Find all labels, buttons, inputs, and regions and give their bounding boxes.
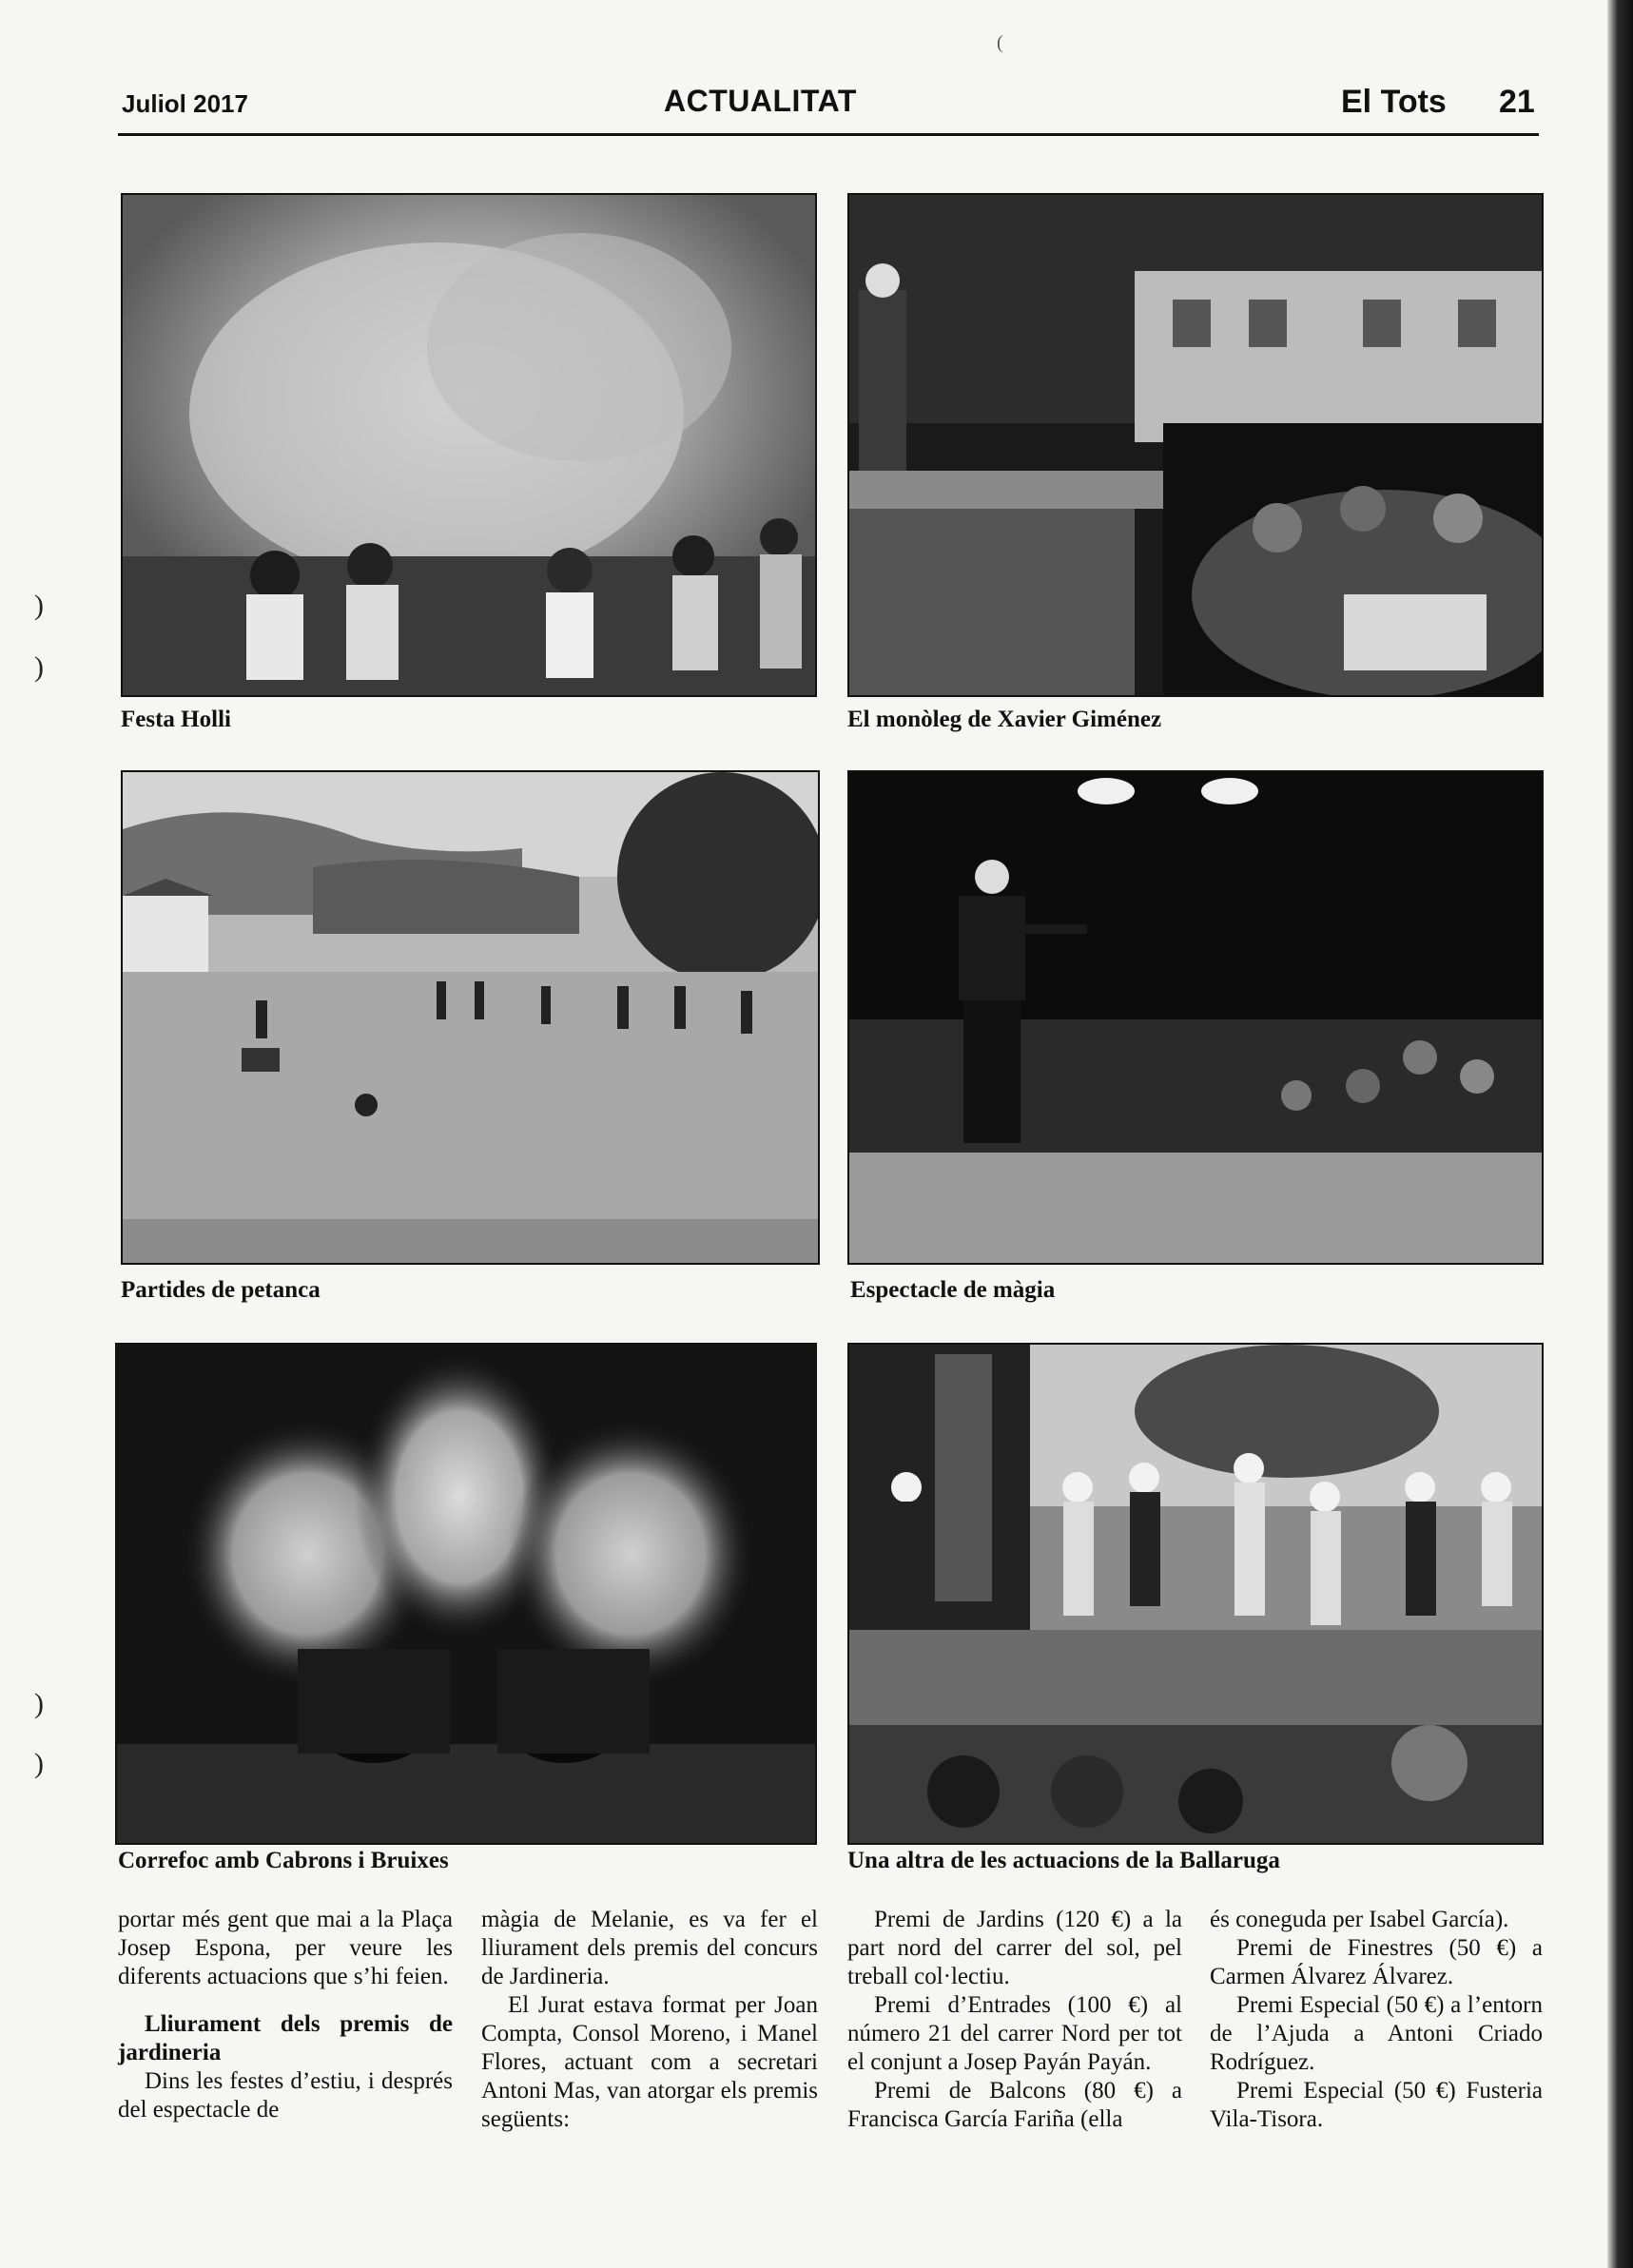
photo-ballaruga: [847, 1343, 1544, 1845]
article-column-2: [481, 1906, 818, 2134]
article-paragraph: Premi de Balcons (80 €) a Francisca García Fariña (ella: [847, 2078, 1182, 2132]
article-paragraph: Premi Especial (50 €) Fusteria Vila-Tisora.: [1210, 2078, 1543, 2132]
photo-monoleg: [847, 193, 1544, 697]
caption-monoleg: El monòleg de Xavier Giménez: [847, 707, 1162, 732]
article-paragraph: Premi Especial (50 €) a l’entorn de l’Ajuda a Antoni Criado Rodríguez.: [1210, 1992, 1543, 2075]
article-paragraph: portar més gent que mai a la Plaça Josep Espona, per veure les diferents actuacions que s’hi feien.: [118, 1907, 453, 1989]
page-header: [118, 84, 1539, 136]
publication-name: El Tots: [1341, 84, 1447, 120]
photo-correfoc: [115, 1343, 817, 1845]
page-number: 21: [1499, 84, 1535, 120]
article-column-4: [1210, 1906, 1543, 2134]
photo-festa-holli: [121, 193, 817, 697]
article-paragraph: Dins les festes d’estiu, i després del espectacle de: [118, 2068, 453, 2123]
photo-petanca: [121, 770, 820, 1265]
article-paragraph: màgia de Melanie, es va fer el lliurament dels premis del concurs de Jardineria.: [481, 1907, 818, 1989]
article-paragraph: és coneguda per Isabel García).: [1210, 1907, 1509, 1932]
caption-petanca: Partides de petanca: [121, 1277, 321, 1303]
binder-mark: ): [34, 1748, 44, 1779]
page-edge-shadow: [1607, 0, 1633, 2268]
issue-date: Juliol 2017: [122, 89, 248, 118]
scan-mark: (: [997, 32, 1003, 53]
article-paragraph: Premi d’Entrades (100 €) al número 21 del carrer Nord per tot el conjunt a Josep Payán Payán.: [847, 1992, 1182, 2075]
caption-correfoc: Correfoc amb Cabrons i Bruixes: [118, 1848, 449, 1873]
binder-mark: ): [34, 1688, 44, 1719]
caption-ballaruga: Una altra de les actuacions de la Ballaruga: [847, 1848, 1280, 1873]
article-paragraph: Premi de Finestres (50 €) a Carmen Álvarez Álvarez.: [1210, 1935, 1543, 1989]
caption-festa-holli: Festa Holli: [121, 707, 231, 732]
article-subheading: Lliurament dels premis de jardineria: [118, 2011, 453, 2065]
caption-magia: Espectacle de màgia: [850, 1277, 1056, 1303]
binder-mark: ): [34, 590, 44, 621]
article-paragraph: Premi de Jardins (120 €) a la part nord del carrer del sol, pel treball col·lectiu.: [847, 1907, 1182, 1989]
section-title: ACTUALITAT: [664, 84, 857, 118]
article-column-1: [118, 1906, 453, 2124]
photo-magia: [847, 770, 1544, 1265]
article-paragraph: El Jurat estava format per Joan Compta, Consol Moreno, i Manel Flores, actuant com a secretari Antoni Mas, van atorgar els premis següents:: [481, 1992, 818, 2132]
article-column-3: [847, 1906, 1182, 2134]
binder-mark: ): [34, 651, 44, 683]
